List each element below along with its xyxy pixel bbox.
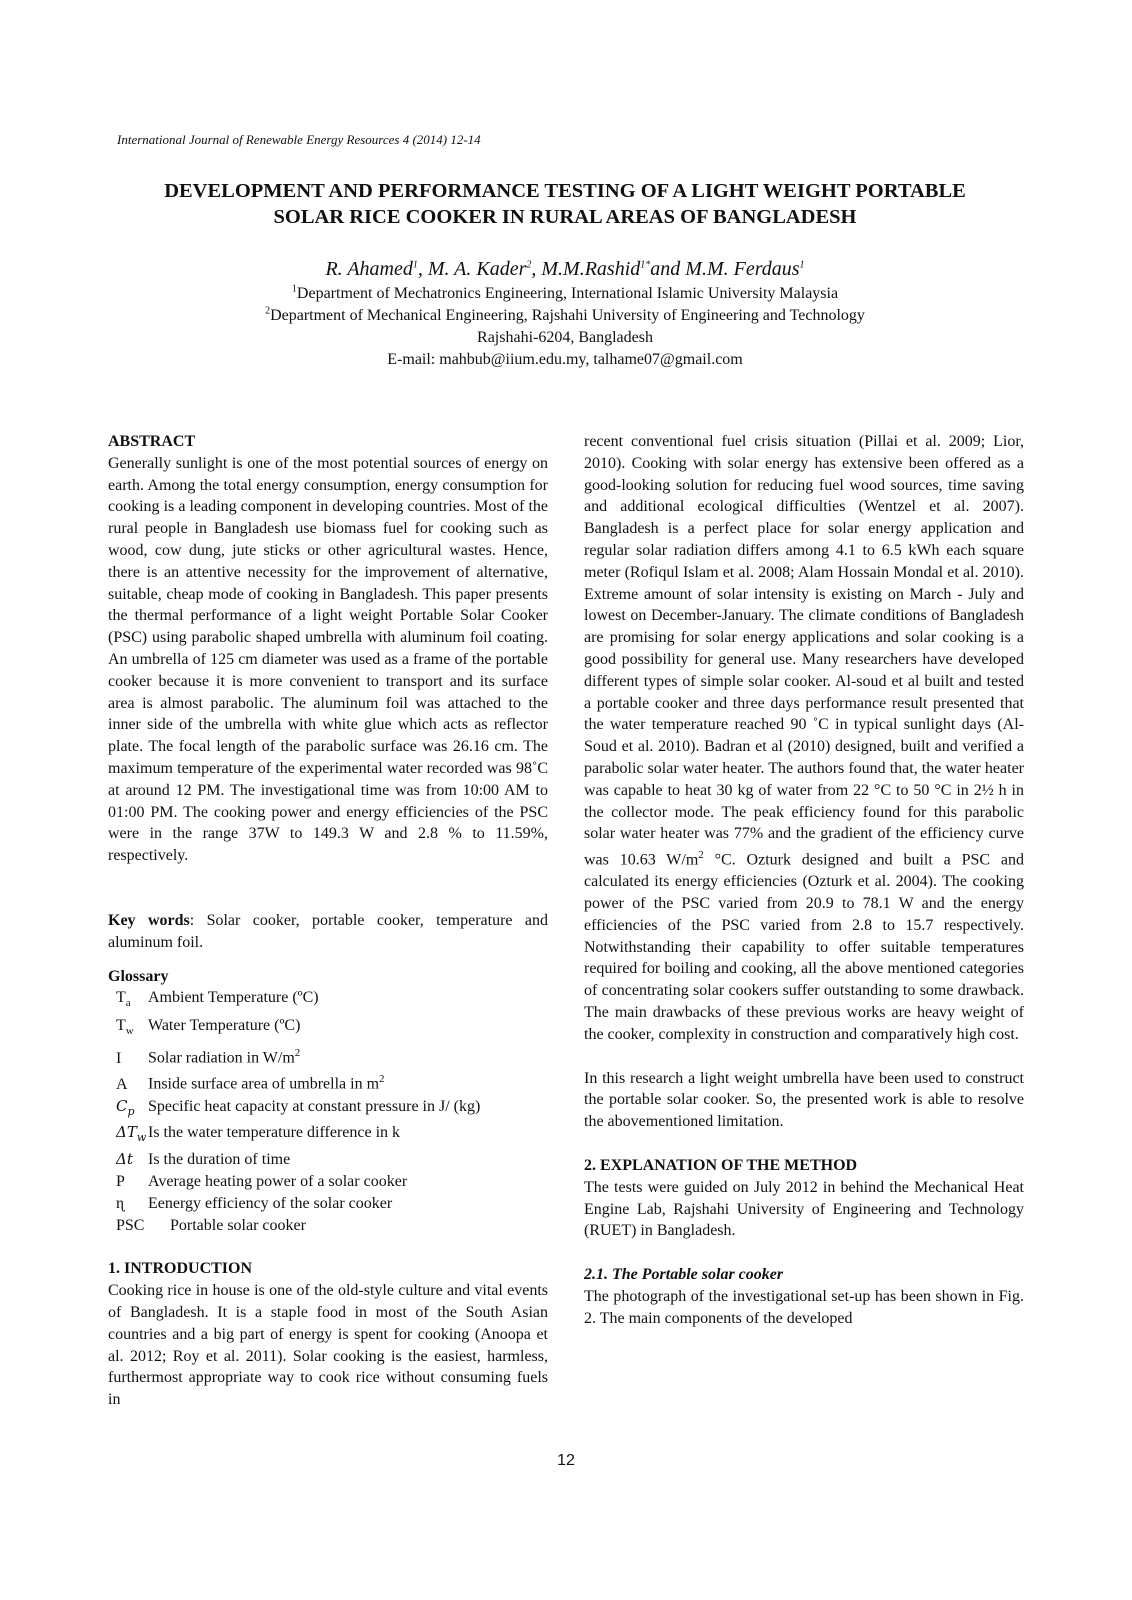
title-line-2: SOLAR RICE COOKER IN RURAL AREAS OF BANGLADESH (273, 206, 857, 228)
glossary-symbol: Δ𝑡 (116, 1150, 133, 1169)
glossary-definition: Solar radiation in $W/m^2$ (148, 1047, 301, 1067)
author-4: and M.M. Ferdaus (650, 258, 800, 280)
glossary-list (108, 987, 548, 1236)
glossary-item (108, 987, 548, 1015)
author-1-affil: 1 (412, 259, 418, 271)
affiliation-3: Rajshahi-6204, Bangladesh (477, 329, 653, 346)
glossary-item (108, 1122, 548, 1149)
keywords (108, 910, 548, 954)
glossary-definition: Portable solar cooker (170, 1216, 306, 1234)
glossary-symbol: $T_w$ (116, 1017, 134, 1038)
subsection-text: The photograph of the investigational set-up has been shown in Fig. 2. The main components of the developed (584, 1288, 1024, 1327)
glossary-symbol: A (116, 1075, 128, 1093)
author-3: , M.M.Rashid (531, 258, 641, 280)
glossary-symbol: ɳ (116, 1194, 124, 1212)
glossary-definition: Inside surface area of umbrella in $m^2$ (148, 1073, 385, 1093)
journal-citation: International Journal of Renewable Energy Resources 4 (2014) 12-14 (117, 132, 481, 147)
left-column (108, 431, 548, 1411)
glossary-definition: Is the duration of time (148, 1151, 291, 1169)
method-text: The tests were guided on July 2012 in behind the Mechanical Heat Engine Lab, Rajshahi University of Engineering and Technology (RUET) in Bangladesh. (584, 1178, 1024, 1240)
glossary-symbol: PSC (116, 1216, 145, 1234)
glossary-item (108, 1069, 548, 1095)
introduction-continued: recent conventional fuel crisis situation (Pillai et al. 2009; Lior, 2010). Cooking with solar energy has extensive been offered as a good-looking solution for reducing fuel wood sources, time saving and additional ecological difficulties (Wentzel et al. 2007). Bangladesh is a perfect place for solar energy application and regular solar radiation differs among 4.1 to 6.5 kWh each square meter (Rofiqul Islam et al. 2008; Alam Hossain Mondal et al. 2010). Extreme amount of solar intensity is existing on March - July and lowest on December-January. The climate conditions of Bangladesh are promising for solar energy applications and solar cooking is a good possibility for general use. Many researchers have developed different types of simple solar cooker. Al-soud et al built and tested a portable cooker and three days performance result presented that the water temperature reached 90 ˚C in typical sunlight days (Al-Soud et al. 2010). Badran et al (2010) designed, built and verified a parabolic solar water heater. The authors found that, the water heater was capable to heat 30 kg of water from 22 °C to 50 °C in 2½ h in the collector mode. The peak efficiency found for this parabolic solar water heater was 77% and the gradient of the efficiency curve was 10.63 $W/m^2$ °C. Ozturk designed and built a PSC and calculated its energy efficiencies (Ozturk et al. 2004). The cooking power of the PSC varied from 20.9 to 78.1 W and the energy efficiencies of the PSC varied from 2.8 to 15.7 respectively. Notwithstanding their capability to offer suitable temperatures required for boiling and cooking, all the above mentioned categories of concentrating solar cookers suffer outstanding to some drawback. The main drawbacks of these previous works are heavy weight of the cooker, complexity in construction and comparatively high cost. (584, 433, 1025, 1043)
glossary-symbol: 𝐶$_𝑝$ (116, 1096, 135, 1118)
glossary-definition: Average heating power of a solar cooker (148, 1172, 408, 1190)
glossary-item (108, 1149, 548, 1171)
glossary-definition: Specific heat capacity at constant pressure in J/ (kg) (148, 1097, 481, 1115)
glossary-symbol: P (116, 1172, 125, 1190)
author-1: R. Ahamed (325, 258, 413, 280)
author-2: , M. A. Kader (417, 258, 527, 280)
glossary-heading: Glossary (108, 967, 169, 985)
page-number: 12 (557, 1452, 575, 1469)
author-2-affil: 2 (526, 259, 532, 271)
author-list (100, 258, 1030, 281)
affiliation-2-text: Department of Mechanical Engineering, Rajshahi University of Engineering and Technology (270, 307, 865, 324)
introduction-text: Cooking rice in house is one of the old-style culture and vital events of Bangladesh. It is a staple food in most of the South Asian countries and a big part of energy is spent for cooking (Anoopa et al. 2012; Roy et al. 2011). Solar cooking is the easiest, harmless, furthermost appropriate way to cook rice without consuming fuels in (108, 1282, 548, 1409)
glossary-item (108, 1096, 548, 1123)
method-heading: 2. EXPLANATION OF THE METHOD (584, 1157, 858, 1175)
affiliation-1 (100, 283, 1030, 305)
glossary-definition: Eenergy efficiency of the solar cooker (148, 1194, 393, 1212)
abstract-heading: ABSTRACT (108, 433, 196, 450)
glossary-item (108, 1043, 548, 1069)
subsection-heading: 2.1. The Portable solar cooker (584, 1266, 784, 1284)
introduction-heading: 1. INTRODUCTION (108, 1260, 253, 1278)
affiliations (100, 283, 1030, 371)
right-column (584, 431, 1024, 1330)
glossary-item (108, 1015, 548, 1043)
research-paragraph: In this research a light weight umbrella have been used to construct the portable solar cooker. So, the presented work is able to resolve the abovementioned limitation. (584, 1069, 1024, 1131)
affiliation-2 (100, 305, 1030, 327)
glossary-symbol: Δ𝑇$_𝑤$ (116, 1123, 147, 1145)
glossary-item (108, 1171, 548, 1193)
keywords-text: : Solar cooker, portable cooker, temperature and aluminum foil. (108, 911, 549, 951)
glossary-definition: Water Temperature (ºC) (148, 1017, 301, 1035)
email-line: E-mail: mahbub@iium.edu.my, talhame07@gmail.com (387, 351, 743, 368)
abstract-text: Generally sunlight is one of the most potential sources of energy on earth. Among the total energy consumption, energy consumption for cooking is a leading component in developing countries. Most of the rural people in Bangladesh use biomass fuel for cooking such as wood, cow dung, jute sticks or other agricultural wastes. Hence, there is an attentive necessity for the improvement of alternative, suitable, cheap mode of cooking in Bangladesh. This paper presents the thermal performance of a light weight Portable Solar Cooker (PSC) using parabolic shaped umbrella with aluminum foil coating. An umbrella of 125 cm diameter was used as a frame of the portable cooker because it is more convenient to transport and its surface area is almost parabolic. The aluminum foil was attached to the inner side of the umbrella with white glue which acts as reflector plate. The focal length of the parabolic surface was 26.16 cm. The maximum temperature of the experimental water recorded was 98˚C at around 12 PM. The investigational time was from 10:00 AM to 01:00 PM. The cooking power and energy efficiencies of the PSC were in the range 37W to 149.3 W and 2.8 % to 11.59%, respectively. (108, 454, 548, 865)
affiliation-2-marker: 2 (265, 305, 271, 317)
affiliation-1-text: Department of Mechatronics Engineering, International Islamic University Malaysia (296, 285, 839, 302)
glossary-definition: Is the water temperature difference in k (148, 1124, 401, 1142)
glossary-item (108, 1193, 548, 1215)
keywords-label: Key words (108, 911, 190, 929)
glossary-symbol: I (116, 1049, 122, 1067)
author-4-affil: 1 (799, 259, 805, 271)
title-line-1: DEVELOPMENT AND PERFORMANCE TESTING OF A LIGHT WEIGHT PORTABLE (164, 180, 966, 202)
glossary-item (108, 1215, 548, 1237)
paper-title (100, 178, 1030, 230)
author-3-affil: 1* (640, 259, 651, 271)
glossary-symbol: $T_a$ (116, 989, 131, 1010)
affiliation-1-marker: 1 (291, 283, 297, 295)
glossary-definition: Ambient Temperature (ºC) (148, 989, 319, 1007)
